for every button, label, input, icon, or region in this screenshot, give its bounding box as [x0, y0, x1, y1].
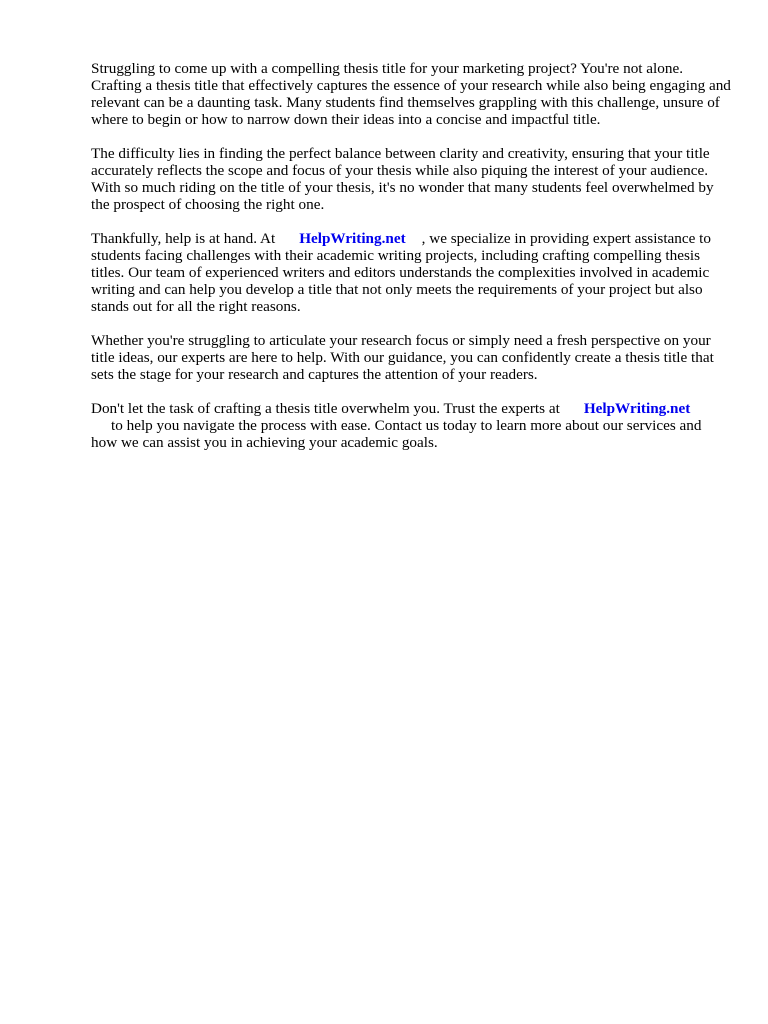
paragraph-guidance: Whether you're struggling to articulate your research focus or simply need a fresh perspective on your title ideas, our experts are here to help. With our guidance, you can confidently create a thesis title that sets the stage for your research and captures the attention of your readers.: [91, 332, 714, 383]
helpwriting-link[interactable]: HelpWriting.net: [299, 230, 406, 247]
paragraph-help-text-after: , we specialize in providing expert assistance to students facing challenges with their academic writing projects, including crafting compelling thesis titles. Our team of experienced writers and editors understands the complexities involved in academic writing and can help you develop a title that not only meets the requirements of your project but also stands out for all the right reasons.: [91, 230, 711, 315]
paragraph-difficulty: The difficulty lies in finding the perfect balance between clarity and creativity, ensuring that your title accurately reflects the scope and focus of your thesis while also piquing the interest of your audience. With so much riding on the title of your thesis, it's no wonder that many students feel overwhelmed by the prospect of choosing the right one.: [91, 145, 714, 213]
paragraph-intro: Struggling to come up with a compelling thesis title for your marketing project? You're not alone. Crafting a thesis title that effectively captures the essence of your research while also being engaging and relevant can be a daunting task. Many students find themselves grappling with this challenge, unsure of where to begin or how to narrow down their ideas into a concise and impactful title.: [91, 60, 731, 128]
paragraph-cta-text-before: Don't let the task of crafting a thesis title overwhelm you. Trust the experts at: [91, 400, 560, 417]
helpwriting-link-cta[interactable]: HelpWriting.net: [583, 400, 691, 417]
paragraph-cta-text-after: to help you navigate the process with ease. Contact us today to learn more about our services and how we can assist you in achieving your academic goals.: [91, 417, 702, 451]
paragraph-call-to-action: [91, 400, 731, 451]
paragraph-help: [91, 230, 731, 315]
paragraph-help-text-before: Thankfully, help is at hand. At: [91, 230, 276, 247]
document-body: [91, 60, 731, 468]
